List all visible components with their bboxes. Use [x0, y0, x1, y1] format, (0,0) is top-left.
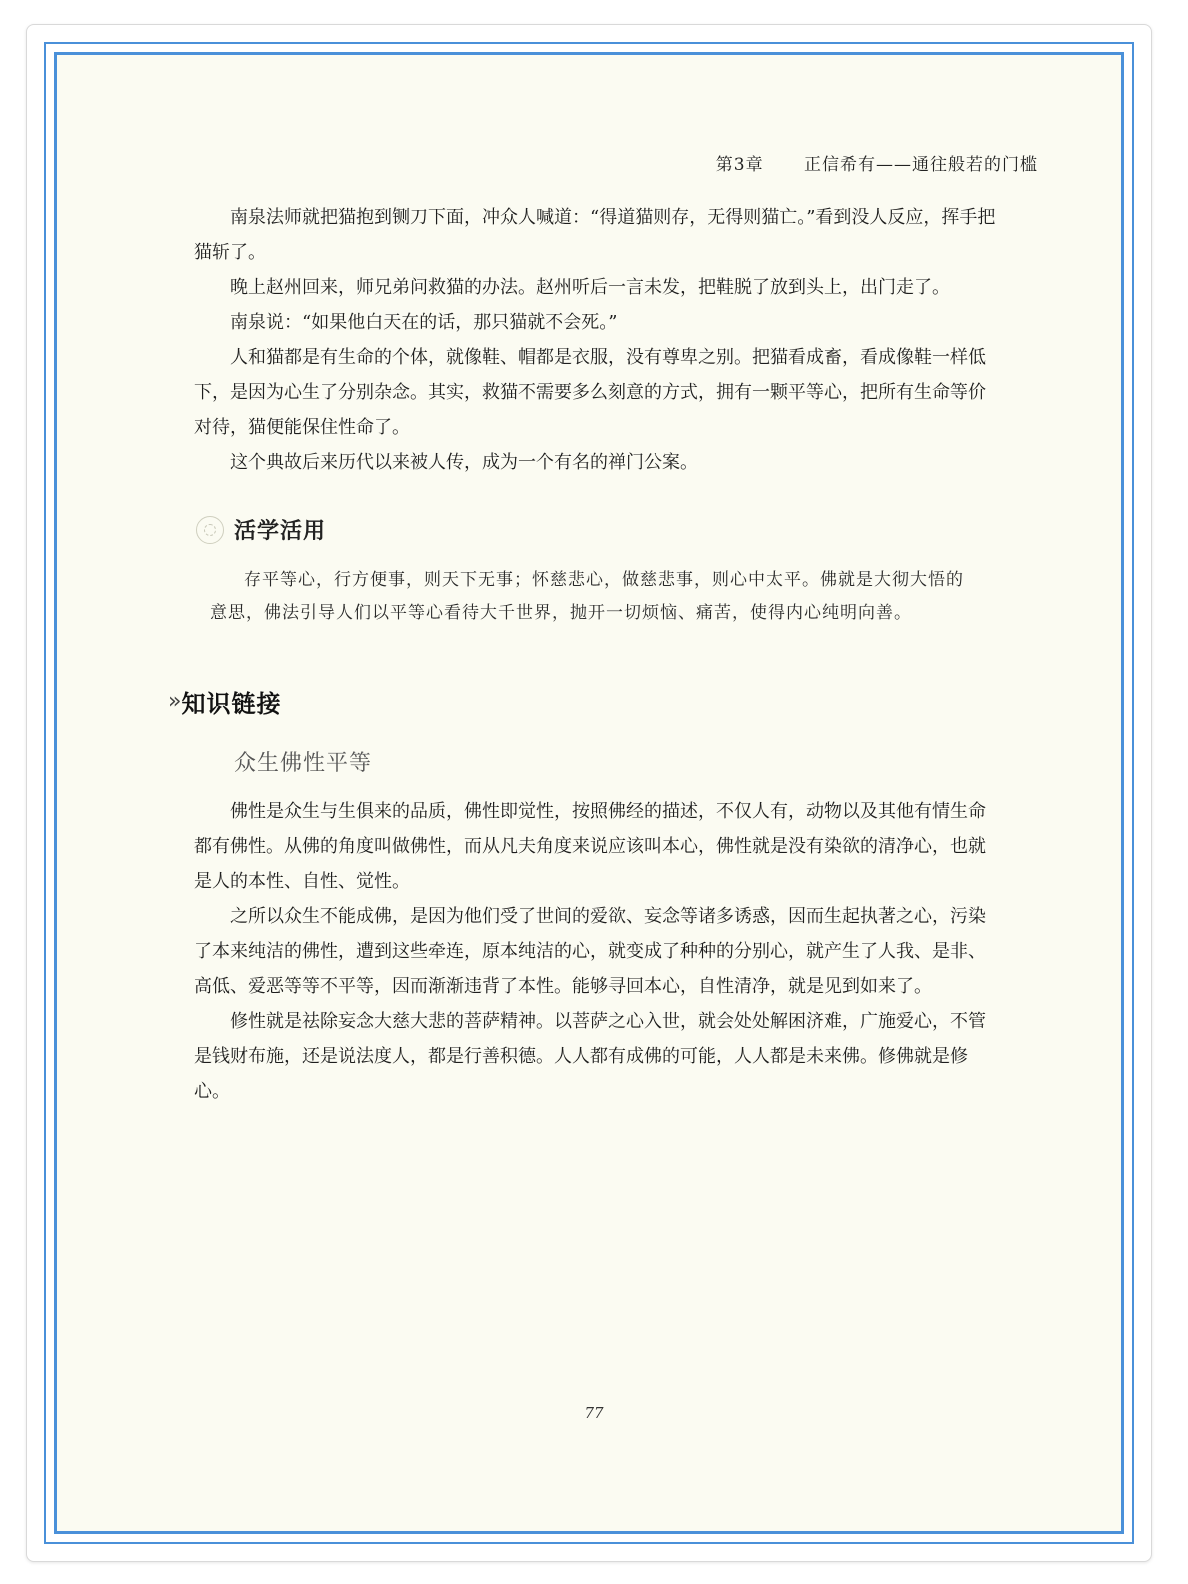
paragraph: 南泉说：“如果他白天在的话，那只猫就不会死。”: [230, 312, 618, 333]
paragraph: 修性就是祛除妄念大慈大悲的菩萨精神。以菩萨之心入世，就会处处解困济难，广施爱心，不管是钱财布施，还是说法度人，都是行善积德。人人都有成佛的可能，人人都是未来佛。修佛就是修心。: [194, 1011, 986, 1102]
running-head: [716, 150, 1038, 175]
paragraph: 晚上赵州回来，师兄弟问救猫的办法。赵州听后一言未发，把鞋脱了放到头上，出门走了。: [230, 277, 950, 298]
chevron-right-double-icon: »: [168, 689, 178, 714]
quote-text: 存平等心，行方便事，则天下无事；怀慈悲心，做慈悲事，则心中太平。佛就是大彻大悟的意思，佛法引导人们以平等心看待大千世界，抛开一切烦恼、痛苦，使得内心纯明向善。: [210, 570, 964, 623]
paragraph: 佛性是众生与生俱来的品质，佛性即觉性，按照佛经的描述，不仅人有，动物以及其他有情生命都有佛性。从佛的角度叫做佛性，而从凡夫角度来说应该叫本心，佛性就是没有染欲的清净心，也就是人的本性、自性、觉性。: [194, 801, 986, 892]
zhishi-heading: [168, 684, 281, 719]
story-section: [194, 200, 998, 480]
zhishi-label: 知识链接: [181, 690, 282, 718]
paragraph: 之所以众生不能成佛，是因为他们受了世间的爱欲、妄念等诸多诱惑，因而生起执著之心，污染了本来纯洁的佛性，遭到这些牵连，原本纯洁的心，就变成了种种的分别心，就产生了人我、是非、高低、爱恶等等不平等，因而渐渐违背了本性。能够寻回本心，自性清净，就是见到如来了。: [194, 906, 986, 997]
huoxue-label: 活学活用: [234, 518, 327, 544]
huoxue-heading: [196, 514, 326, 545]
paragraph: 这个典故后来历代以来被人传，成为一个有名的禅门公案。: [230, 452, 698, 473]
paragraph: 人和猫都是有生命的个体，就像鞋、帽都是衣服，没有尊卑之别。把猫看成畜，看成像鞋一样低下，是因为心生了分别杂念。其实，救猫不需要多么刻意的方式，拥有一颗平等心，把所有生命等价对待，猫便能保住性命了。: [194, 347, 986, 438]
huoxue-quote: [210, 564, 980, 630]
swirl-icon: [196, 516, 224, 544]
running-head-title: 正信希有——通往般若的门槛: [804, 155, 1038, 175]
zhishi-section: [194, 794, 998, 1109]
zhishi-subtitle: 众生佛性平等: [234, 751, 373, 776]
paragraph: 南泉法师就把猫抱到铡刀下面，冲众人喊道：“得道猫则存，无得则猫亡。”看到没人反应，挥手把猫斩了。: [194, 207, 996, 263]
running-head-chapter: 第3章: [715, 155, 764, 175]
page-number: 77: [584, 1404, 604, 1422]
